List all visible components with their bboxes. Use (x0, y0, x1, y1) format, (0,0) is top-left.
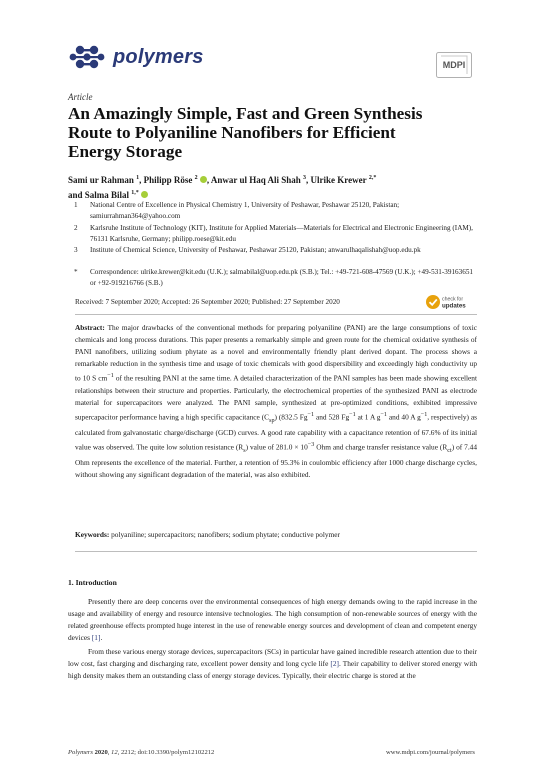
author-name: Anwar ul Haq Ali Shah (210, 175, 301, 185)
abstract-text: ) (832.5 Fg (274, 412, 308, 422)
abstract-text: The major drawbacks of the conventional methods for preparing polyaniline (PANI) are the large consumptions of toxic chemicals and long process durations. This paper presents a remarkably simple and green route for the chemical oxidative synthesis of PANI nanofibers, utilizing sodium phytate as a novel and environmentally friendly plant derived dopant. The process shows a remarkable reduction in the synthesis time and usage of toxic chemicals with good dispersibility and exceedingly high conductivity up to 10 S cm (75, 323, 477, 383)
abstract-sub: sp (269, 417, 275, 424)
correspondence (68, 267, 478, 289)
abstract-sup: −3 (307, 441, 315, 448)
author-name: Sami ur Rahman (68, 175, 134, 185)
paragraph (68, 646, 477, 682)
paragraph (68, 596, 477, 644)
paragraph-text: . (100, 633, 103, 643)
author-list: Sami ur Rahman $^1$, Philipp Röse $^2$ , Anwar ul Haq Ali Shah $^3$, Ulrike Krewer $^{2,*}$ and Salma Bilal $^{1,*}$ (68, 175, 377, 200)
journal-name: polymers (113, 46, 204, 68)
abstract-text: and 40 A g (387, 412, 421, 422)
polymers-logo-icon (68, 42, 106, 72)
abstract-sup: −1 (107, 373, 114, 380)
affiliation-number: 2 (74, 224, 78, 232)
mdpi-logo-text: MDPI (442, 60, 466, 70)
author-affiliation-mark: 2 (194, 175, 198, 181)
footer-doi: , 2212; doi:10.3390/polym12102212 (117, 749, 215, 756)
abstract-text: of the resulting PANI at the same time. A detailed characterization of the PANI samples has been made showing excellent relationships between their structure and properties. Particularly, the electrochemical properties of the synthesized PANI as electrode material for supercapacitors were analyzed. The PANI sample, synthesized at pre-optimized conditions, exhibited impressive supercapacitor performance having a high specific capacitance (C (75, 373, 478, 422)
article-type: Article (68, 92, 93, 102)
citation-link[interactable]: [2] (330, 659, 339, 669)
paragraph-text: . Their capability to deliver stored energy with high density makes them an outstanding class of energy storage devices. Typically, their electric charge is stored at the (68, 659, 477, 681)
divider (75, 551, 477, 552)
affiliation-item (68, 200, 478, 222)
footer-volume: 12 (111, 749, 118, 756)
affiliation-text: National Centre of Excellence in Physical Chemistry 1, University of Peshawar, Peshawar 25120, Pakistan; samiurrahman364@yahoo.com (90, 201, 400, 220)
affiliation-item (68, 245, 478, 267)
author-affiliation-mark: 3 (303, 175, 307, 181)
abstract-sup: −1 (307, 411, 315, 418)
abstract-text: Ohm and charge transfer resistance value (R (314, 442, 448, 452)
abstract (75, 322, 477, 481)
section-heading: 1. Introduction (68, 578, 117, 587)
affiliation-item (68, 223, 478, 245)
author-affiliation-mark: 1,* (131, 190, 139, 196)
abstract-text: and 528 Fg (314, 412, 350, 422)
abstract-text: , respectively) as calculated from galvanostatic charge/discharge (GCD) curves. A good rate capability with a capacitance retention of 67.6% of its initial value was observed. The quite low solution resistance (R (75, 412, 478, 452)
publication-dates: Received: 7 September 2020; Accepted: 26 September 2020; Published: 27 September 2020 (75, 298, 340, 306)
author-affiliation-mark: 2,* (368, 175, 377, 181)
author-affiliation-mark: 1 (136, 175, 140, 181)
footer-url[interactable]: www.mdpi.com/journal/polymers (386, 749, 475, 756)
orcid-icon[interactable] (141, 191, 148, 198)
affiliation-text: Institute of Chemical Science, University of Peshawar, Peshawar 25120, Pakistan; anwarulhaqalishah@uop.edu.pk (90, 246, 421, 254)
check-badge-line1: check for (442, 296, 464, 303)
divider (75, 314, 477, 315)
abstract-text: ) value of 281.0 × 10 (245, 442, 308, 452)
orcid-icon[interactable] (200, 176, 207, 183)
correspondence-text: Correspondence: ulrike.krewer@kit.edu (U.K.); salmabilal@uop.edu.pk (S.B.); Tel.: +49-721-608-47569 (U.K.); +49-531-39163651 or +92-919216766 (S.B.) (90, 268, 474, 287)
citation-link[interactable]: [1] (91, 633, 101, 643)
keywords-label: Keywords: (75, 530, 110, 539)
abstract-sup: −1 (349, 411, 356, 418)
author-name: Philipp Röse (143, 175, 193, 185)
keywords-text: polyaniline; supercapacitors; nanofibers; sodium phytate; conductive polymer (111, 530, 340, 539)
keywords (75, 530, 477, 539)
footer-citation: Polymers 2020, 12, 2212; doi:10.3390/polym12102212 (68, 749, 215, 756)
footer-journal: Polymers (68, 749, 93, 756)
check-for-updates-badge[interactable] (425, 292, 475, 312)
affiliation-text: Karlsruhe Institute of Technology (KIT), Institute for Applied Materials—Materials for Electrical and Electronic Engineering (IAM), 76131 Karlsruhe, Germany; philipp.roese@kit.edu (90, 224, 473, 243)
abstract-sub: s (243, 447, 246, 454)
abstract-sup: −1 (420, 411, 428, 418)
abstract-text: at 1 A g (355, 412, 381, 422)
abstract-text: ) of 7.44 Ohm represents the excellence of the material. Further, a retention of 95.3% in coulombic efficiency after 1000 charge discharge cycles, without showing any significant degradation of the material, was also exhibited. (75, 442, 477, 479)
mdpi-logo-icon (436, 52, 472, 78)
paragraph-text: From these various energy storage devices, supercapacitors (SCs) in particular have gained incredible research attention due to their low cost, fast charging and discharging rate, excellent power density and long cycle life (68, 647, 477, 669)
affiliation-number: 1 (74, 201, 78, 209)
article-title: An Amazingly Simple, Fast and Green Synthesis Route to Polyaniline Nanofibers for Efficient Energy Storage (68, 104, 423, 161)
body-text (68, 596, 477, 682)
author-name: Ulrike Krewer (310, 175, 367, 185)
affiliation-number: * (74, 268, 78, 276)
author-name: Salma Bilal (84, 190, 130, 200)
abstract-sup: −1 (380, 411, 387, 418)
abstract-sub: ct (447, 447, 452, 454)
paragraph-text: Presently there are deep concerns over the environmental consequences of high energy demands owing to the rapid increase in the usage and availability of energy and resource intensive technologies. The high consumption of non-renewable sources of energy with the related greenhouse effects prompted huge interest in the use of renewable energy sources and development of clean and competent energy devices (68, 597, 477, 643)
check-badge-line2: updates (442, 302, 466, 310)
footer-year: 2020 (94, 749, 108, 756)
affiliation-number: 3 (74, 246, 78, 254)
abstract-label: Abstract: (75, 323, 105, 332)
